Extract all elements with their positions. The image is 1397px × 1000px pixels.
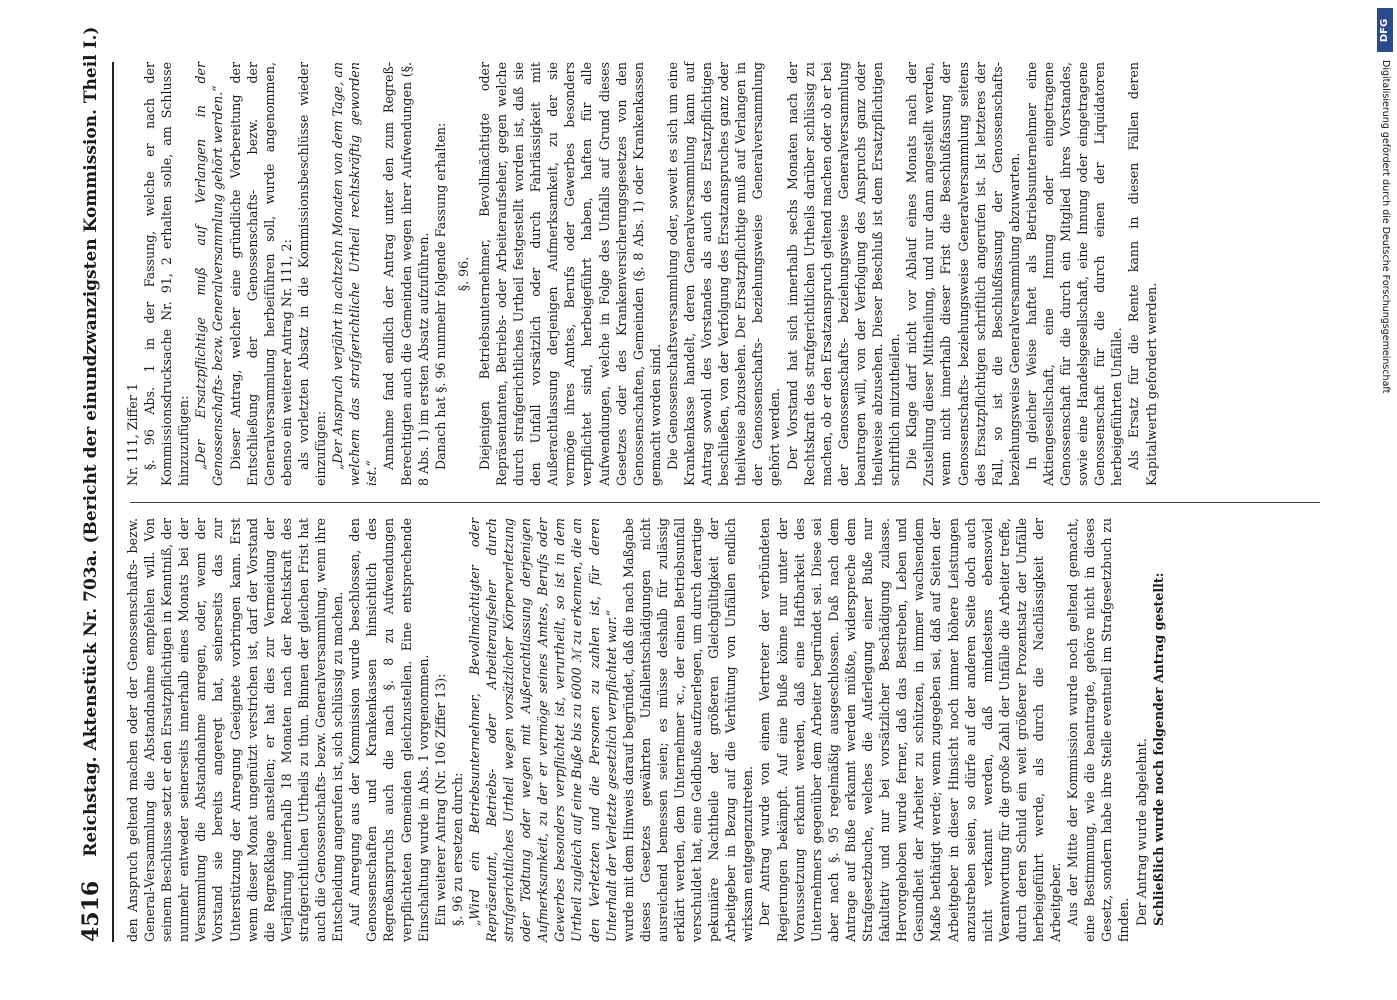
- quoted-motion: „Der Anspruch verjährt in achtzehn Monaten von dem Tage, an welchem das strafgerichtliche Urtheil rechtskräftig geworden ist.“: [330, 62, 380, 486]
- dfg-sidebar: [1373, 0, 1397, 1000]
- paragraph: Die Klage darf nicht vor Ablauf eines Monats nach der Zustellung dieser Mittheilung, und nur dann angestellt werden, wenn nicht innerhalb dieser Frist die Beschlußfassung der Genossenschafts- beziehungsweise Generalversammlung seitens des Ersatzpflichtigen schriftlich angerufen ist. Ist letzteres der Fall, so ist die Beschlußfassung der Genossenschafts- beziehungsweise Generalversammlung abzuwarten.: [904, 62, 1022, 486]
- paragraph: Ein weiterer Antrag (Nr. 106 Ziffer 13):: [432, 673, 448, 926]
- paragraph: §. 96 Abs. 1 in der Fassung, welche er nach der Kommissionsdrucksache Nr. 91, 2 erhalten solle, am Schlusse hinzuzufügen:: [142, 62, 192, 486]
- paragraph: wurde mit dem Hinweis darauf begründet, daß die nach Maßgabe dieses Gesetzes gewährten Unfallentschädigungen nicht ausreichend bemessen seien; es müsse deshalb für zulässig erklärt werden, dem Unternehmer ꝛc., der einen Betriebsunfall verschuldet hat, eine Geldbuße aufzuerlegen, um durch derartige pekuniäre Nachtheile der größeren Gleichgültigkeit der Arbeitgeber in Bezug auf die Verhütung von Unfällen endlich wirksam entgegenzutreten.: [620, 518, 756, 942]
- paragraph: In gleicher Weise haftet als Betriebsunternehmer eine Aktiengesellschaft, eine Innung oder eingetragene Genossenschaft für die durch ein Mitglied ihres Vorstandes, sowie eine Handelsgesellschaft, eine Innung oder eingetragene Genossenschaft für die durch einen der Liquidatoren herbeigeführten Unfälle.: [1023, 62, 1125, 486]
- paragraph: als vorletzten Absatz in die Kommissionsbeschlüsse wieder einzufügen:: [295, 62, 329, 486]
- paragraph: Auf Anregung aus der Kommission wurde beschlossen, den Genossenschaften und Krankenkassen hinsichtlich des Regreßanspruchs auch die nach §. 8 zu Aufwendungen verpflichteten Gemeinden gleichzustellen. Eine entsprechende Einschaltung wurde in Abs. 1 vorgenommen.: [347, 518, 431, 942]
- dfg-logo-text: DFG: [1379, 18, 1391, 42]
- column-divider: [130, 502, 1320, 503]
- paragraph: §. 96 zu ersetzen durch:: [449, 772, 465, 926]
- section-heading: §. 96.: [455, 256, 471, 292]
- paragraph: Dieser Antrag, welcher eine gründliche Vorbereitung der Entschließung der Genossenschafts- bezw. der Generalversammlung herbeiführen soll, wurde angenommen, ebenso ein weiterer Antrag Nr. 111, 2:: [227, 62, 294, 486]
- quoted-motion: „Der Ersatzpflichtige muß auf Verlangen in der Genossenschafts- bezw. Generalversammlung gehört werden.“: [193, 62, 226, 486]
- dfg-credit: [1373, 60, 1397, 990]
- right-column: [124, 62, 1160, 486]
- page-header: [74, 26, 108, 942]
- quoted-motion: „Wird ein Betriebsunternehmer, Bevollmächtigter oder Repräsentant, Betriebs- oder Arbeiteraufseher durch strafgerichtliches Urtheil wegen vorsätzlicher Körperverletzung oder Tödtung oder wegen mit Außerachtlassung derjenigen Aufmerksamkeit, zu der er vermöge seines Amtes, Berufs oder Gewerbes besonders verpflichtet ist, verurtheilt, so ist in dem Urtheil zugleich auf eine Buße bis zu 6000 ℳ zu erkennen, die an den Verletzten und die Personen zu zahlen ist, für deren Unterhalt der Verletzte gesetzlich verpflichtet war.“: [466, 518, 619, 942]
- paragraph: Schließlich wurde noch folgender Antrag gestellt:: [1150, 572, 1166, 926]
- paragraph: Der Antrag wurde von einem Vertreter der verbündeten Regierungen bekämpft. Auf eine Buße könne nur unter der Voraussetzung erkannt werden, daß eine Haftbarkeit des Unternehmers gegenüber dem Arbeiter begründet sei. Diese sei aber nach §. 95 regelmäßig ausgeschlossen. Daß nach dem Antrage auf Buße erkannt werden müßte, widerspreche dem Strafgesetzbuche, welches die Auferlegung einer Buße nur fakultativ und nur bei vorsätzlicher Beschädigung zulasse. Hervorgehoben wurde ferner, daß das Bestreben, Leben und Gesundheit der Arbeiter zu schützen, in immer wachsendem Maße bethätigt werde; wenn zugegeben sei, daß auf Seiten der Arbeitgeber in dieser Hinsicht noch immer höhere Leistungen anzustreben seien, so dürfe auf der anderen Seite doch auch nicht verkannt werden, daß mindestens ebensoviel Verantwortung für die große Zahl der Unfälle die Arbeiter treffe, durch deren Schuld ein weit größerer Prozentsatz der Unfälle herbeigeführt werde, als durch die Nachlässigkeit der Arbeitgeber.: [757, 518, 1064, 942]
- left-column: [124, 518, 1167, 942]
- dfg-credit-text: Digitalisierung gefördert durch die Deutsche Forschungsgemeinschaft: [1380, 60, 1391, 394]
- paragraph: Der Antrag wurde abgelehnt.: [1133, 738, 1149, 926]
- paragraph: Aus der Mitte der Kommission wurde noch geltend gemacht, eine Bestimmung, wie die beantragte, gehöre nicht in dieses Gesetz, sondern habe ihre Stelle eventuell im Strafgesetzbuch zu finden.: [1065, 518, 1132, 942]
- motion-reference: Nr. 111, Ziffer 1: [125, 383, 140, 486]
- dfg-logo: [1377, 8, 1393, 52]
- paragraph: Diejenigen Betriebsunternehmer, Bevollmächtigte oder Repräsentanten, Betriebs- oder Arbeiteraufseher, gegen welche durch strafgerichtliches Urtheil festgestellt worden ist, daß sie den Unfall vorsätzlich oder durch Fahrlässigkeit mit Außerachtlassung derjenigen Aufmerksamkeit, zu der sie vermöge ihres Amtes, Berufs oder Gewerbes besonders verpflichtet sind, herbeigeführt haben, haften für alle Aufwendungen, welche in Folge des Unfalls auf Grund dieses Gesetzes oder des Krankenversicherungsgesetzes von den Genossenschaften, Gemeinden (§. 8 Abs. 1) oder Krankenkassen gemacht worden sind.: [476, 62, 663, 486]
- paragraph: den Anspruch geltend machen oder der Genossenschafts- bezw. General-Versammlung die Abstandnahme empfehlen will. Von seinem Beschlusse setzt er den Ersatzpflichtigen in Kenntniß, der nunmehr entweder seinerseits innerhalb eines Monats bei der Versammlung die Abstandnahme anregen, oder, wenn der Vorstand sie bereits angeregt hat, seinerseits das zur Unterstützung der Anregung Geeignete vorbringen kann. Erst wenn dieser Monat ungenützt verstrichen ist, darf der Vorstand die Regreßklage anstellen; er hat dies zur Vermeidung der Verjährung innerhalb 18 Monaten nach der Rechtskraft des strafgerichtlichen Urtheils zu thun. Binnen der gleichen Frist hat auch die Genossenschafts- bezw. Generalversammlung, wenn ihre Entscheidung angerufen ist, sich schlüssig zu machen.: [125, 518, 346, 942]
- paragraph: Die Genossenschaftsversammlung oder, soweit es sich um eine Krankenkasse handelt, deren Generalversammlung kann auf Antrag sowohl des Vorstandes als auch des Ersatzpflichtigen beschließen, von der Verfolgung des Ersatzanspruches ganz oder theilweise abzusehen. Der Ersatzpflichtige muß auf Verlangen in der Genossenschafts- beziehungsweise Generalversammlung gehört werden.: [664, 62, 783, 486]
- paragraph: Danach hat §. 96 nunmehr folgende Fassung erhalten:: [432, 122, 448, 470]
- page-number: 4516: [78, 880, 104, 942]
- running-headline: Reichstag. Aktenstück Nr. 703a. (Bericht der einundzwanzigsten Kommission. Theil I.): [81, 26, 101, 857]
- header-rule: [112, 62, 114, 942]
- paragraph: Als Ersatz für die Rente kann in diesen Fällen deren Kapitalwerth gefordert werden.: [1126, 62, 1159, 486]
- paragraph: Der Vorstand hat sich innerhalb sechs Monaten nach der Rechtskraft des strafgerichtlichen Urtheils darüber schlüssig zu machen, ob er den Ersatzanspruch geltend machen oder ob er bei der Genossenschafts- beziehungsweise Generalversammlung beantragen will, von der Verfolgung des Anspruchs ganz oder theilweise abzusehen. Dieser Beschluß ist dem Ersatzpflichtigen schriftlich mitzutheilen.: [784, 62, 903, 486]
- paragraph: Annahme fand endlich der Antrag unter den zum Regreß-Berechtigten auch die Gemeinden wegen ihrer Aufwendungen (§. 8 Abs. 1) im ersten Absatz aufzuführen.: [381, 62, 431, 486]
